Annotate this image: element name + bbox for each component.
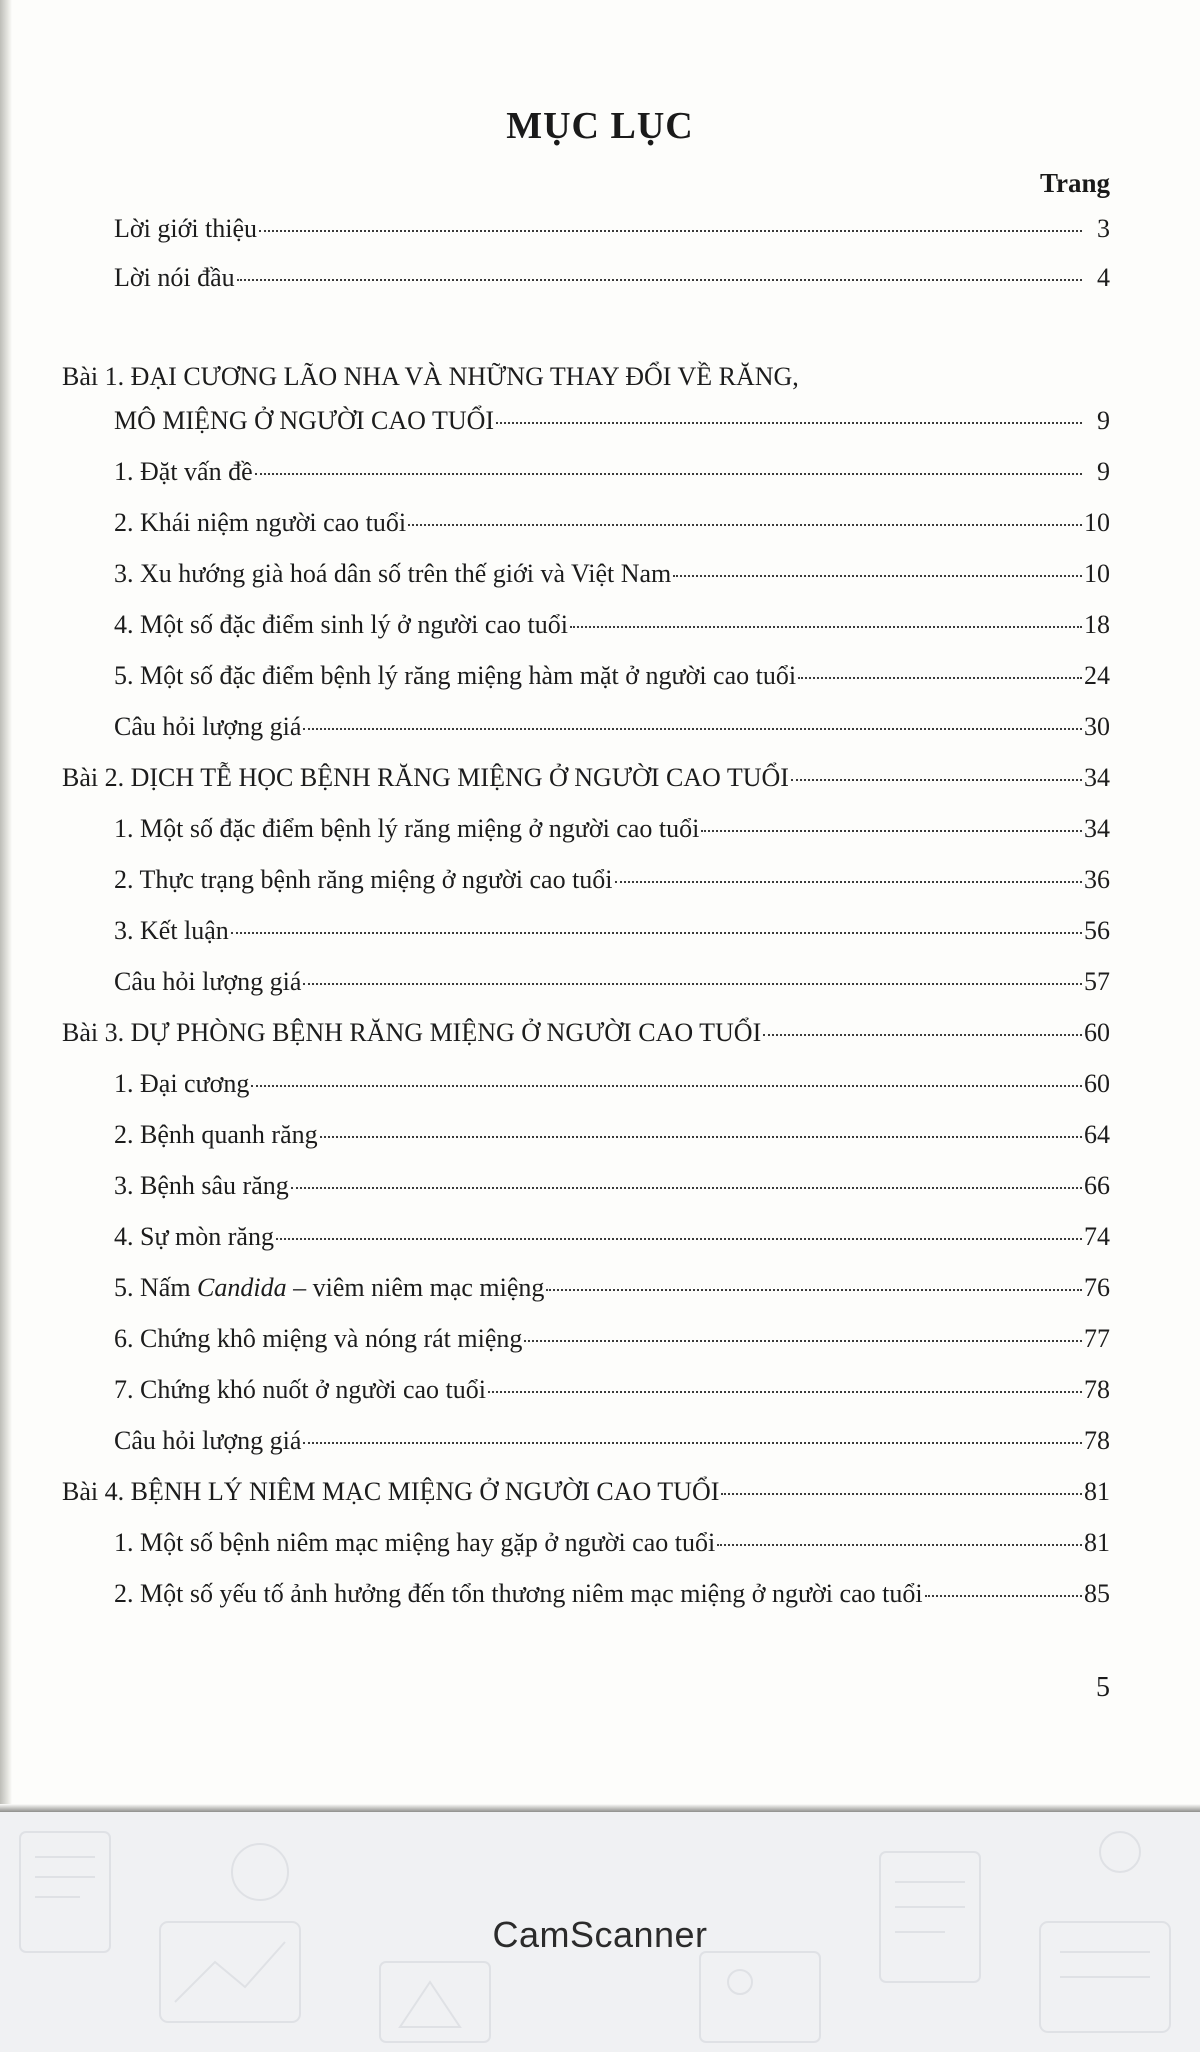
dot-leader xyxy=(259,230,1082,232)
page-column-label: Trang xyxy=(1039,168,1110,198)
toc-entry-text: 3. Kết luận xyxy=(114,916,229,945)
dot-leader xyxy=(717,1544,1082,1546)
toc-entry xyxy=(0,508,1200,548)
toc-entry-text: 1. Đặt vấn đề xyxy=(114,457,253,486)
toc-entry xyxy=(0,457,1200,497)
toc-lesson-title: MÔ MIỆNG Ở NGƯỜI CAO TUỔI xyxy=(114,406,495,435)
dot-leader xyxy=(673,575,1082,577)
dot-leader xyxy=(524,1340,1082,1342)
toc-entry-page: 64 xyxy=(1084,1120,1110,1149)
toc-entry-text: 2. Một số yếu tố ảnh hưởng đến tổn thương niêm mạc miệng ở người cao tuổi xyxy=(114,1579,923,1608)
toc-entry-text-prefix: 5. Nấm xyxy=(114,1273,198,1302)
toc-entry-text: 4. Sự mòn răng xyxy=(114,1222,274,1251)
dot-leader xyxy=(303,1442,1082,1444)
toc-entry-page: 10 xyxy=(1084,559,1110,588)
dot-leader xyxy=(303,728,1082,730)
toc-entry xyxy=(0,1528,1200,1568)
page-bottom-edge xyxy=(0,1804,1200,1812)
toc-entry-page: 34 xyxy=(1084,814,1110,843)
dot-leader xyxy=(721,1493,1082,1495)
toc-entry-text: 2. Khái niệm người cao tuổi xyxy=(114,508,407,537)
toc-entry-page: 36 xyxy=(1084,865,1110,894)
toc-lesson-page: 81 xyxy=(1084,1477,1110,1506)
toc-entry-text: 1. Một số đặc điểm bệnh lý răng miệng ở người cao tuổi xyxy=(114,814,700,843)
dot-leader xyxy=(237,279,1082,281)
toc-entry xyxy=(0,610,1200,650)
toc-entry xyxy=(0,1120,1200,1160)
toc-entry-page: 78 xyxy=(1084,1375,1110,1404)
page-number: 5 xyxy=(1096,1672,1110,1703)
toc-lesson-heading xyxy=(0,406,1200,446)
dot-leader xyxy=(291,1187,1082,1189)
toc-lesson-title: Bài 3. DỰ PHÒNG BỆNH RĂNG MIỆNG Ở NGƯỜI CAO TUỔI xyxy=(62,1018,762,1047)
toc-entry-page: 81 xyxy=(1084,1528,1110,1557)
toc-entry-text: Câu hỏi lượng giá xyxy=(114,967,302,996)
toc-entry-text: 1. Đại cương xyxy=(114,1069,250,1098)
toc-entry-text: 2. Thực trạng bệnh răng miệng ở người cao tuổi xyxy=(114,865,613,894)
toc-entry-text: 3. Bệnh sâu răng xyxy=(114,1171,289,1200)
dot-leader xyxy=(701,830,1082,832)
dot-leader xyxy=(791,779,1082,781)
toc-entry xyxy=(0,1222,1200,1262)
toc-lesson-heading xyxy=(0,1477,1200,1517)
toc-entry-text-suffix: – viêm niêm mạc miệng xyxy=(286,1273,545,1302)
toc-entry-text: 4. Một số đặc điểm sinh lý ở người cao tuổi xyxy=(114,610,568,639)
toc-entry-text: Lời nói đầu xyxy=(114,263,235,292)
toc-lesson-page: 9 xyxy=(1097,406,1110,435)
toc-entry-page: 9 xyxy=(1097,457,1110,486)
dot-leader xyxy=(925,1595,1082,1597)
toc-lesson-page: 34 xyxy=(1084,763,1110,792)
toc-lesson-title: Bài 4. BỆNH LÝ NIÊM MẠC MIỆNG Ở NGƯỜI CAO TUỔI xyxy=(62,1477,720,1506)
toc-entry xyxy=(0,967,1200,1007)
toc-entry-page: 4 xyxy=(1097,263,1110,292)
toc-entry-page: 76 xyxy=(1084,1273,1110,1302)
camscanner-logo-text: CamScanner xyxy=(492,1914,708,1955)
dot-leader xyxy=(408,524,1082,526)
toc-entry xyxy=(0,559,1200,599)
toc-lesson-title: Bài 2. DỊCH TỄ HỌC BỆNH RĂNG MIỆNG Ở NGƯỜI CAO TUỔI xyxy=(62,763,789,792)
toc-lesson-heading xyxy=(0,362,1200,402)
toc-entry xyxy=(0,1324,1200,1364)
dot-leader xyxy=(251,1085,1082,1087)
toc-entry-text xyxy=(114,1273,544,1303)
toc-entry xyxy=(0,1426,1200,1466)
toc-entry-page: 77 xyxy=(1084,1324,1110,1353)
toc-entry-page: 3 xyxy=(1097,214,1110,243)
toc-lesson-page: 60 xyxy=(1084,1018,1110,1047)
dot-leader xyxy=(303,983,1082,985)
dot-leader xyxy=(570,626,1082,628)
toc-entry xyxy=(0,214,1200,254)
toc-entry xyxy=(0,916,1200,956)
dot-leader xyxy=(320,1136,1082,1138)
toc-entry-page: 10 xyxy=(1084,508,1110,537)
toc-entry-page: 60 xyxy=(1084,1069,1110,1098)
toc-entry xyxy=(0,1375,1200,1415)
toc-entry-text: 2. Bệnh quanh răng xyxy=(114,1120,318,1149)
toc-entry-page: 78 xyxy=(1084,1426,1110,1455)
toc-entry xyxy=(0,712,1200,752)
dot-leader xyxy=(546,1289,1082,1291)
dot-leader xyxy=(276,1238,1082,1240)
toc-entry xyxy=(0,1579,1200,1619)
toc-entry-text: Lời giới thiệu xyxy=(114,214,258,243)
dot-leader xyxy=(615,881,1082,883)
toc-entry xyxy=(0,865,1200,905)
dot-leader xyxy=(231,932,1082,934)
toc-entry-text: 5. Một số đặc điểm bệnh lý răng miệng hàm mặt ở người cao tuổi xyxy=(114,661,797,690)
toc-entry-text-italic: Candida xyxy=(197,1273,287,1302)
toc-entry xyxy=(0,263,1200,303)
toc-entry-page: 24 xyxy=(1084,661,1110,690)
page-title: MỤC LỤC xyxy=(506,105,694,147)
toc-entry-text: 1. Một số bệnh niêm mạc miệng hay gặp ở người cao tuổi xyxy=(114,1528,716,1557)
dot-leader xyxy=(255,473,1082,475)
toc-entry-page: 74 xyxy=(1084,1222,1110,1251)
toc-entry-page: 56 xyxy=(1084,916,1110,945)
toc-lesson-heading xyxy=(0,1018,1200,1058)
toc-lesson-heading xyxy=(0,763,1200,803)
toc-entry xyxy=(0,1069,1200,1109)
toc-entry-text: 3. Xu hướng già hoá dân số trên thế giới và Việt Nam xyxy=(114,559,672,588)
toc-entry xyxy=(0,814,1200,854)
dot-leader xyxy=(488,1391,1082,1393)
dot-leader xyxy=(763,1034,1082,1036)
toc-entry-page: 18 xyxy=(1084,610,1110,639)
toc-entry-page: 66 xyxy=(1084,1171,1110,1200)
toc-entry-text: Câu hỏi lượng giá xyxy=(114,712,302,741)
dot-leader xyxy=(496,422,1082,424)
toc-entry-page: 57 xyxy=(1084,967,1110,996)
toc-entry xyxy=(0,1171,1200,1211)
toc-entry-page: 30 xyxy=(1084,712,1110,741)
dot-leader xyxy=(798,677,1082,679)
toc-entry xyxy=(0,661,1200,701)
toc-entry-page: 85 xyxy=(1084,1579,1110,1608)
toc-entry-text: 6. Chứng khô miệng và nóng rát miệng xyxy=(114,1324,523,1353)
toc-lesson-title: Bài 1. ĐẠI CƯƠNG LÃO NHA VÀ NHỮNG THAY ĐỔI VỀ RĂNG, xyxy=(62,362,799,391)
toc-entry-text: 7. Chứng khó nuốt ở người cao tuổi xyxy=(114,1375,486,1404)
toc-entry-text: Câu hỏi lượng giá xyxy=(114,1426,302,1455)
toc-entry xyxy=(0,1273,1200,1313)
